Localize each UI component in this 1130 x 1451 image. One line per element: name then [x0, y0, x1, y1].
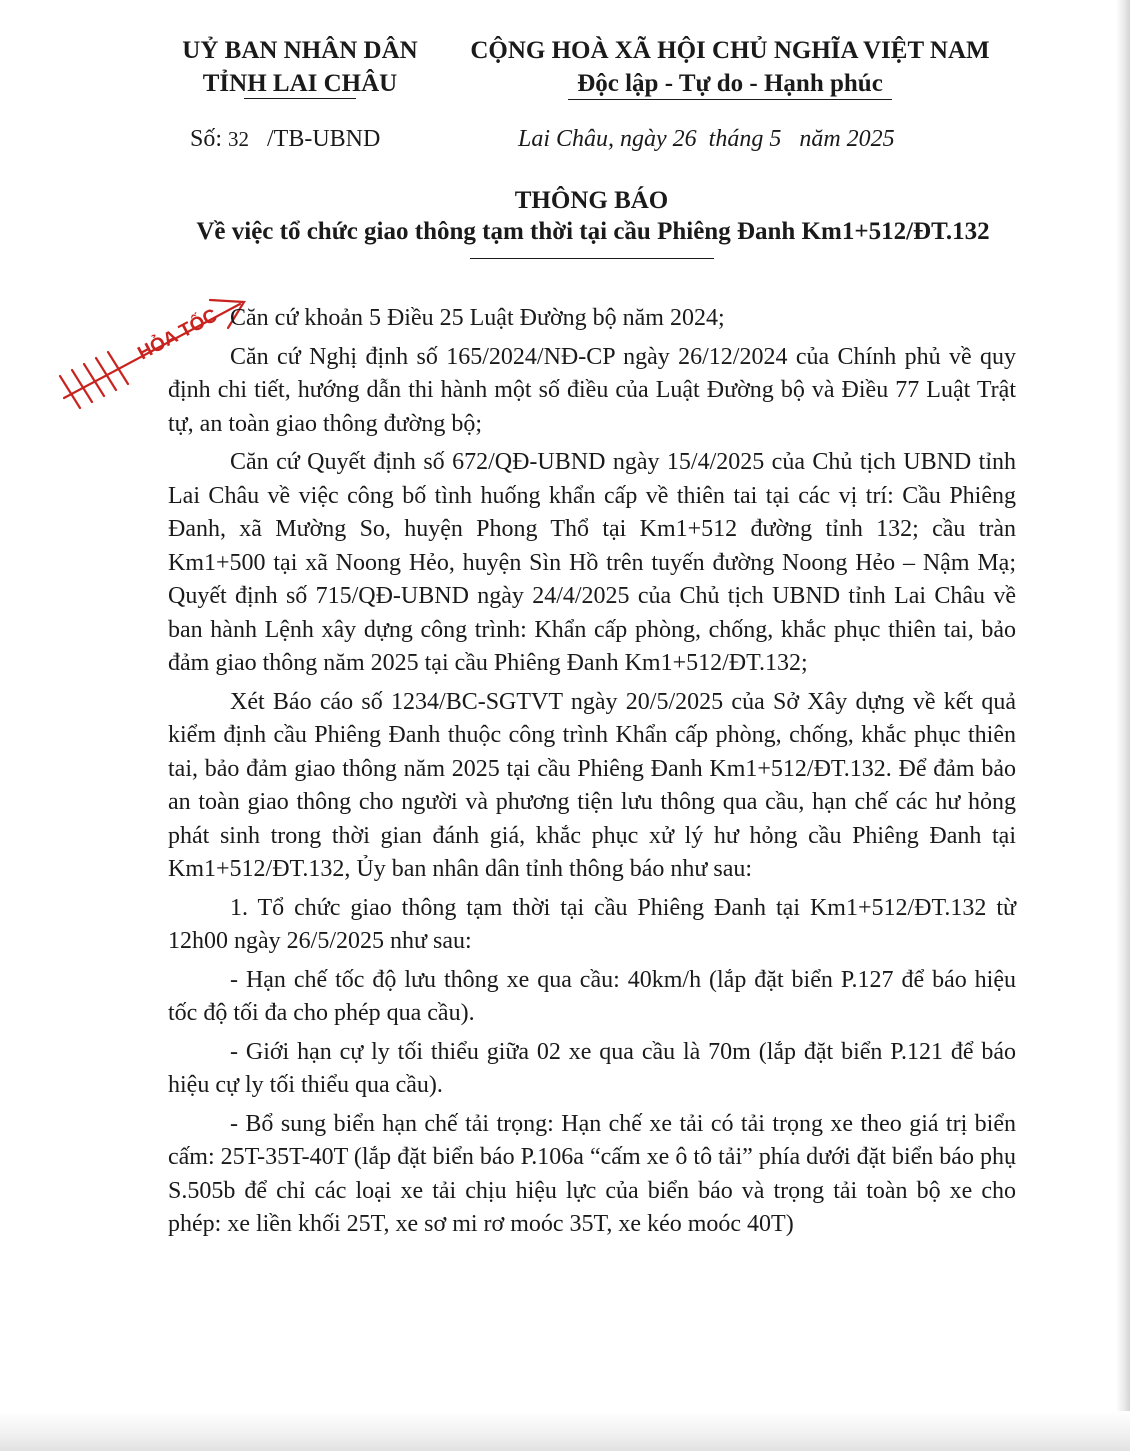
national-motto: Độc lập - Tự do - Hạnh phúc — [577, 70, 883, 97]
document-body — [168, 302, 1016, 1247]
paragraph-distance-limit: - Giới hạn cự ly tối thiểu giữa 02 xe qua cầu là 70m (lắp đặt biển P.121 để báo hiệu cự ly tối thiểu qua cầu). — [168, 1038, 1016, 1098]
issuer-line-1: UỶ BAN NHÂN DÂN — [182, 37, 418, 64]
page-edge-shadow — [1116, 0, 1130, 1451]
issuer-block — [170, 34, 430, 100]
paragraph-legal-basis-2: Căn cứ Nghị định số 165/2024/NĐ-CP ngày 26/12/2024 của Chính phủ về quy định chi tiết, hướng dẫn thi hành một số điều của Luật Đường bộ và Điều 77 Luật Trật tự, an toàn giao thông đường bộ; — [168, 343, 1016, 437]
national-title: CỘNG HOÀ XÃ HỘI CHỦ NGHĨA VIỆT NAM — [470, 37, 990, 64]
document-number-label: Số: — [190, 126, 229, 152]
page-bottom-shadow — [0, 1411, 1130, 1451]
document-title: THÔNG BÁO — [514, 187, 669, 214]
stamp-text: HỎA TỐC — [134, 305, 222, 365]
paragraph-speed-limit: - Hạn chế tốc độ lưu thông xe qua cầu: 40km/h (lắp đặt biển P.127 để báo hiệu tốc độ tối đa cho phép qua cầu). — [168, 966, 1016, 1026]
title-underline — [470, 258, 714, 259]
document-number-value: 32 — [228, 127, 250, 151]
issuer-underline — [244, 98, 356, 99]
document-date: Lai Châu, ngày 26 tháng 5 năm 2025 — [518, 126, 895, 152]
paragraph-legal-basis-1: Căn cứ khoản 5 Điều 25 Luật Đường bộ năm 2024; — [230, 305, 725, 331]
motto-underline — [568, 99, 892, 100]
paragraph-report: Xét Báo cáo số 1234/BC-SGTVT ngày 20/5/2025 của Sở Xây dựng về kết quả kiểm định cầu Phiêng Đanh thuộc công trình Khẩn cấp phòng, chống, khắc phục thiên tai, bảo đảm giao thông năm 2025 tại cầu Phiêng Đanh Km1+512/ĐT.132. Để đảm bảo an toàn giao thông cho người và phương tiện lưu thông qua cầu, hạn chế các hư hỏng phát sinh trong thời gian đánh giá, khắc phục xử lý hư hỏng cầu Phiêng Đanh tại Km1+512/ĐT.132, Ủy ban nhân dân tỉnh thông báo như sau: — [168, 688, 1016, 882]
document-subtitle: Về việc tổ chức giao thông tạm thời tại cầu Phiêng Đanh Km1+512/ĐT.132 — [196, 218, 990, 245]
document-number — [190, 126, 380, 153]
paragraph-load-limit: - Bổ sung biển hạn chế tải trọng: Hạn chế xe tải có tải trọng xe theo giá trị biển cấm: 25T-35T-40T (lắp đặt biển báo P.106a “cấm xe ô tô tải” phía dưới đặt biển báo phụ S.505b để chỉ các loại xe tải chịu hiệu lực của biển báo và trọng tải toàn bộ xe cho phép: xe liền khối 25T, xe sơ mi rơ moóc 35T, xe kéo moóc 40T) — [168, 1110, 1016, 1237]
paragraph-legal-basis-3: Căn cứ Quyết định số 672/QĐ-UBND ngày 15/4/2025 của Chủ tịch UBND tỉnh Lai Châu về việc công bố tình huống khẩn cấp về thiên tai tại các vị trí: Cầu Phiêng Đanh, xã Mường So, huyện Phong Thổ tại Km1+512 đường tỉnh 132; cầu tràn Km1+500 tại xã Noong Hẻo, huyện Sìn Hồ trên tuyến đường Noong Hẻo – Nậm Mạ; Quyết định số 715/QĐ-UBND ngày 24/4/2025 của Chủ tịch UBND tỉnh Lai Châu về ban hành Lệnh xây dựng công trình: Khẩn cấp phòng, chống, khắc phục thiên tai, bảo đảm giao thông năm 2025 tại cầu Phiêng Đanh Km1+512/ĐT.132; — [168, 449, 1016, 676]
document-number-suffix: /TB-UBND — [267, 126, 381, 152]
paragraph-item-1: 1. Tổ chức giao thông tạm thời tại cầu Phiêng Đanh tại Km1+512/ĐT.132 từ 12h00 ngày 26/5/2025 như sau: — [168, 894, 1016, 954]
national-heading — [444, 34, 1016, 100]
issuer-line-2: TỈNH LAI CHÂU — [202, 70, 398, 97]
